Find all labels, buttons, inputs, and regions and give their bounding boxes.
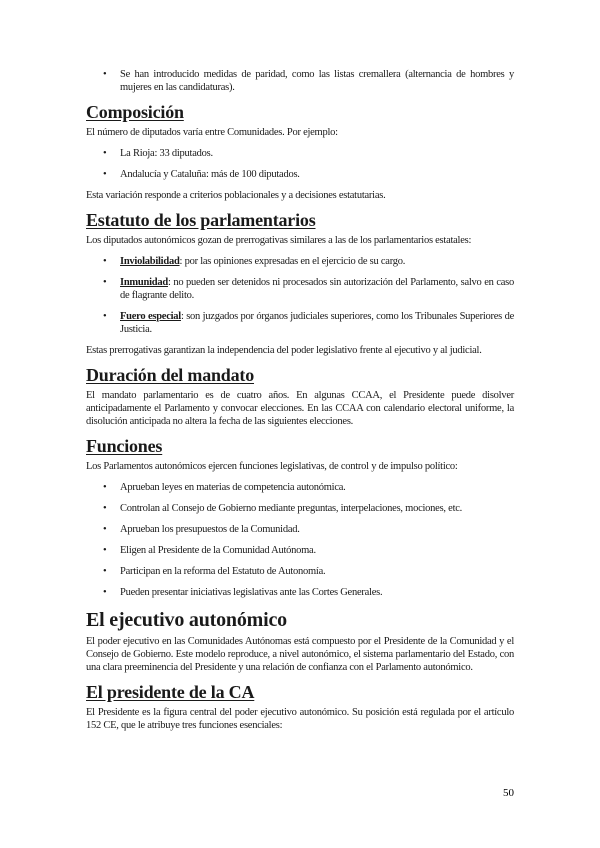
bullet-icon: • bbox=[103, 482, 107, 493]
bullet-icon: • bbox=[103, 587, 107, 598]
bullet-icon: • bbox=[103, 545, 107, 556]
intro-list bbox=[86, 68, 514, 94]
duracion-text: El mandato parlamentario es de cuatro años. En algunas CCAA, el Presidente puede disolver anticipadamente el Parlamento y convocar elecciones. En las CCAA con calendario electoral uniforme, la disolución anticipada no altera la fecha de las siguientes elecciones. bbox=[86, 390, 514, 427]
bullet-icon: • bbox=[103, 69, 107, 80]
estatuto-closing: Estas prerrogativas garantizan la independencia del poder legislativo frente al ejecutivo y al judicial. bbox=[86, 345, 482, 356]
list-item: • Aprueban leyes en materias de competencia autonómica. bbox=[103, 482, 346, 493]
heading-estatuto: Estatuto de los parlamentarios bbox=[86, 210, 316, 230]
list-item: • La Rioja: 33 diputados. bbox=[103, 148, 213, 159]
list-item: • Aprueban los presupuestos de la Comunidad. bbox=[103, 524, 300, 535]
bullet-icon: • bbox=[103, 524, 107, 535]
bullet-icon: • bbox=[103, 148, 107, 159]
term-inviolabilidad: Inviolabilidad bbox=[120, 256, 180, 267]
page-number: 50 bbox=[503, 787, 514, 799]
list-item: • Controlan al Consejo de Gobierno mediante preguntas, interpelaciones, mociones, etc. bbox=[103, 503, 463, 514]
bullet-icon: • bbox=[103, 256, 107, 267]
bullet-icon: • bbox=[103, 503, 107, 514]
bullet-icon: • bbox=[103, 566, 107, 577]
funciones-lead: Los Parlamentos autonómicos ejercen funciones legislativas, de control y de impulso político: bbox=[86, 461, 458, 472]
composicion-lead: El número de diputados varía entre Comunidades. Por ejemplo: bbox=[86, 127, 338, 138]
list-item: • Eligen al Presidente de la Comunidad Autónoma. bbox=[103, 545, 316, 556]
term-inmunidad: Inmunidad bbox=[120, 277, 168, 288]
heading-ejecutivo: El ejecutivo autonómico bbox=[86, 609, 287, 631]
bullet-icon: • bbox=[103, 277, 107, 288]
list-item: • Fuero especial: son juzgados por órganos judiciales superiores, como los Tribunales Superiores de Justicia. bbox=[103, 311, 514, 335]
heading-composicion: Composición bbox=[86, 102, 184, 122]
list-item: • Andalucía y Cataluña: más de 100 diputados. bbox=[103, 169, 300, 180]
estatuto-lead: Los diputados autonómicos gozan de prerrogativas similares a las de los parlamentarios estatales: bbox=[86, 235, 472, 246]
term-fuero-especial: Fuero especial bbox=[120, 311, 181, 322]
ejecutivo-text: El poder ejecutivo en las Comunidades Autónomas está compuesto por el Presidente de la Comunidad y el Consejo de Gobierno. Este modelo reproduce, a nivel autonómico, el sistema parlamentario del Estado, con una clara preeminencia del Presidente y una relación de confianza con el Parlamento autonómico. bbox=[86, 636, 514, 673]
bullet-icon: • bbox=[103, 169, 107, 180]
list-item: • Inmunidad: no pueden ser detenidos ni procesados sin autorización del Parlamento, salvo en caso de flagrante delito. bbox=[103, 277, 514, 301]
heading-funciones: Funciones bbox=[86, 436, 163, 456]
list-item: • Inviolabilidad: por las opiniones expresadas en el ejercicio de su cargo. bbox=[103, 256, 406, 267]
bullet-icon: • bbox=[103, 311, 107, 322]
list-item: • Participan en la reforma del Estatuto de Autonomía. bbox=[103, 566, 326, 577]
presidente-text: El Presidente es la figura central del poder ejecutivo autonómico. Su posición está regulada por el artículo 152 CE, que le atribuye tres funciones esenciales: bbox=[86, 707, 514, 731]
estatuto-list bbox=[86, 255, 514, 336]
composicion-list bbox=[86, 147, 514, 181]
heading-duracion: Duración del mandato bbox=[86, 365, 255, 385]
heading-presidente: El presidente de la CA bbox=[86, 682, 255, 702]
list-item: • Pueden presentar iniciativas legislativas ante las Cortes Generales. bbox=[103, 587, 383, 598]
composicion-closing: Esta variación responde a criterios poblacionales y a decisiones estatutarias. bbox=[86, 190, 386, 201]
funciones-list bbox=[86, 481, 514, 599]
document-page bbox=[86, 68, 514, 740]
list-item: • Se han introducido medidas de paridad, como las listas cremallera (alternancia de hombres y mujeres en las candidaturas). bbox=[103, 69, 514, 93]
